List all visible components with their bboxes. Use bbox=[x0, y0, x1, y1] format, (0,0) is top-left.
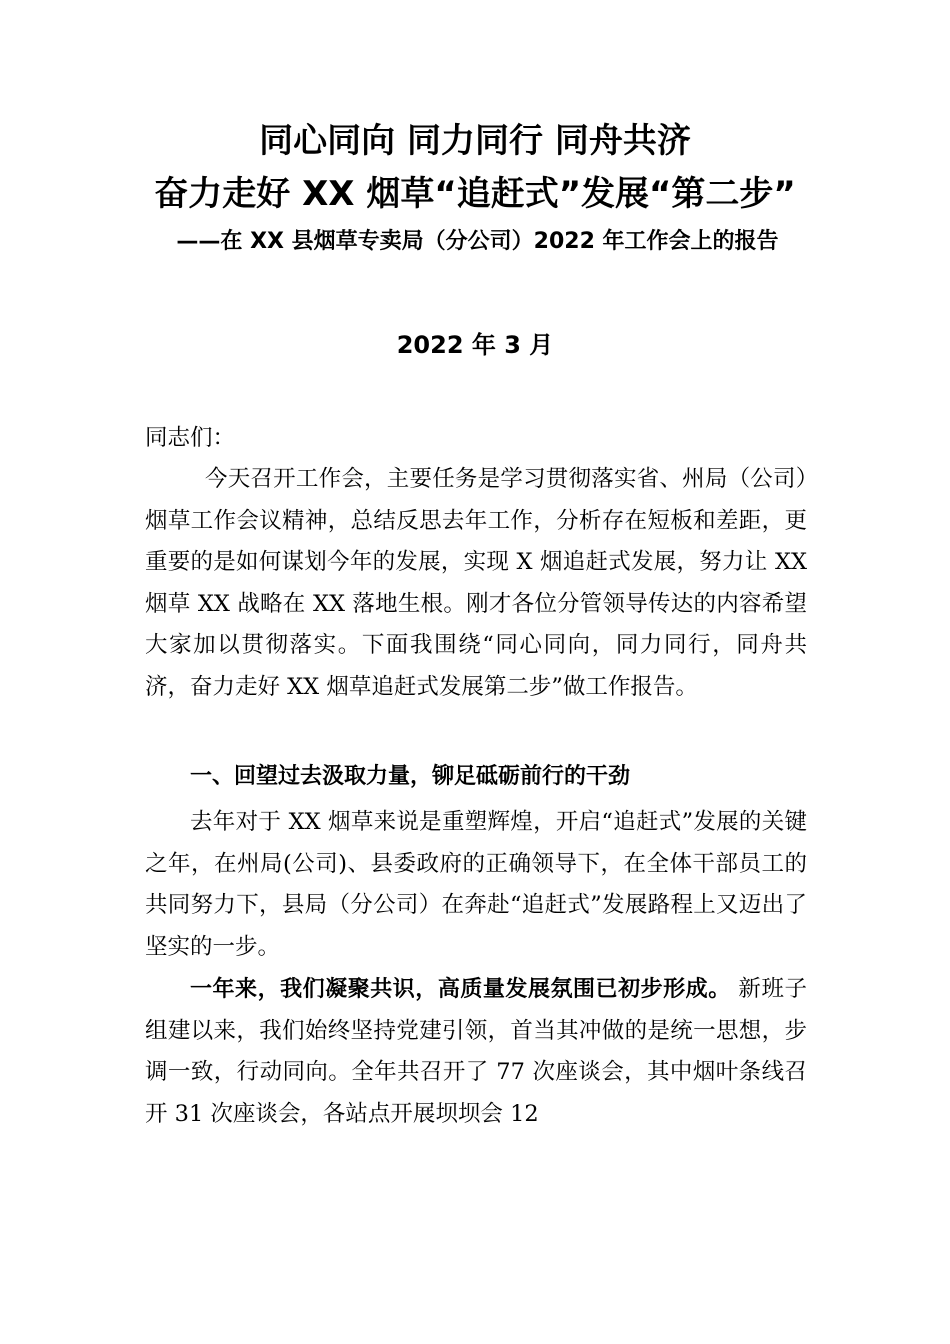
document-title-line1: 同心同向 同力同行 同舟共济 bbox=[259, 121, 691, 161]
document-date: 2022 年 3 月 bbox=[396, 331, 554, 359]
section-heading-1: 一、回望过去汲取力量，铆足砥砺前行的干劲 bbox=[190, 764, 631, 789]
paragraph-consensus bbox=[145, 969, 807, 1135]
paragraph-lead-bold: 一年来，我们凝聚共识，高质量发展氛围已初步形成。 bbox=[190, 977, 731, 1002]
paragraph-review: 去年对于 XX 烟草来说是重塑辉煌，开启“追赶式”发展的关键之年，在州局(公司)、县委政府的正确领导下，在全体干部员工的共同努力下，县局（分公司）在奔赴“追赶式”发展路程上又迈出了坚实的一步。 bbox=[145, 809, 807, 960]
greeting: 同志们： bbox=[145, 425, 236, 451]
document-title-line2: 奋力走好 XX 烟草“追赶式”发展“第二步” bbox=[154, 174, 796, 214]
paragraph-continued: 新班子组建以来，我们始终坚持党建引领，首当其冲做的是统一思想，步调一致，行动同向。全年共召开了 77 次座谈会，其中烟叶条线召开 31 次座谈会，各站点开展坝坝会 12 bbox=[145, 976, 807, 1127]
paragraph-intro: 今天召开工作会，主要任务是学习贯彻落实省、州局（公司）烟草工作会议精神，总结反思去年工作，分析存在短板和差距，更重要的是如何谋划今年的发展，实现 X 烟追赶式发展，努力让 XX 烟草 XX 战略在 XX 落地生根。刚才各位分管领导传达的内容希望大家加以贯彻落实。下面我围绕“同心同向，同力同行，同舟共济，奋力走好 XX 烟草追赶式发展第二步”做工作报告。 bbox=[145, 466, 807, 700]
document-subtitle: ——在 XX 县烟草专卖局（分公司）2022 年工作会上的报告 bbox=[176, 229, 779, 254]
